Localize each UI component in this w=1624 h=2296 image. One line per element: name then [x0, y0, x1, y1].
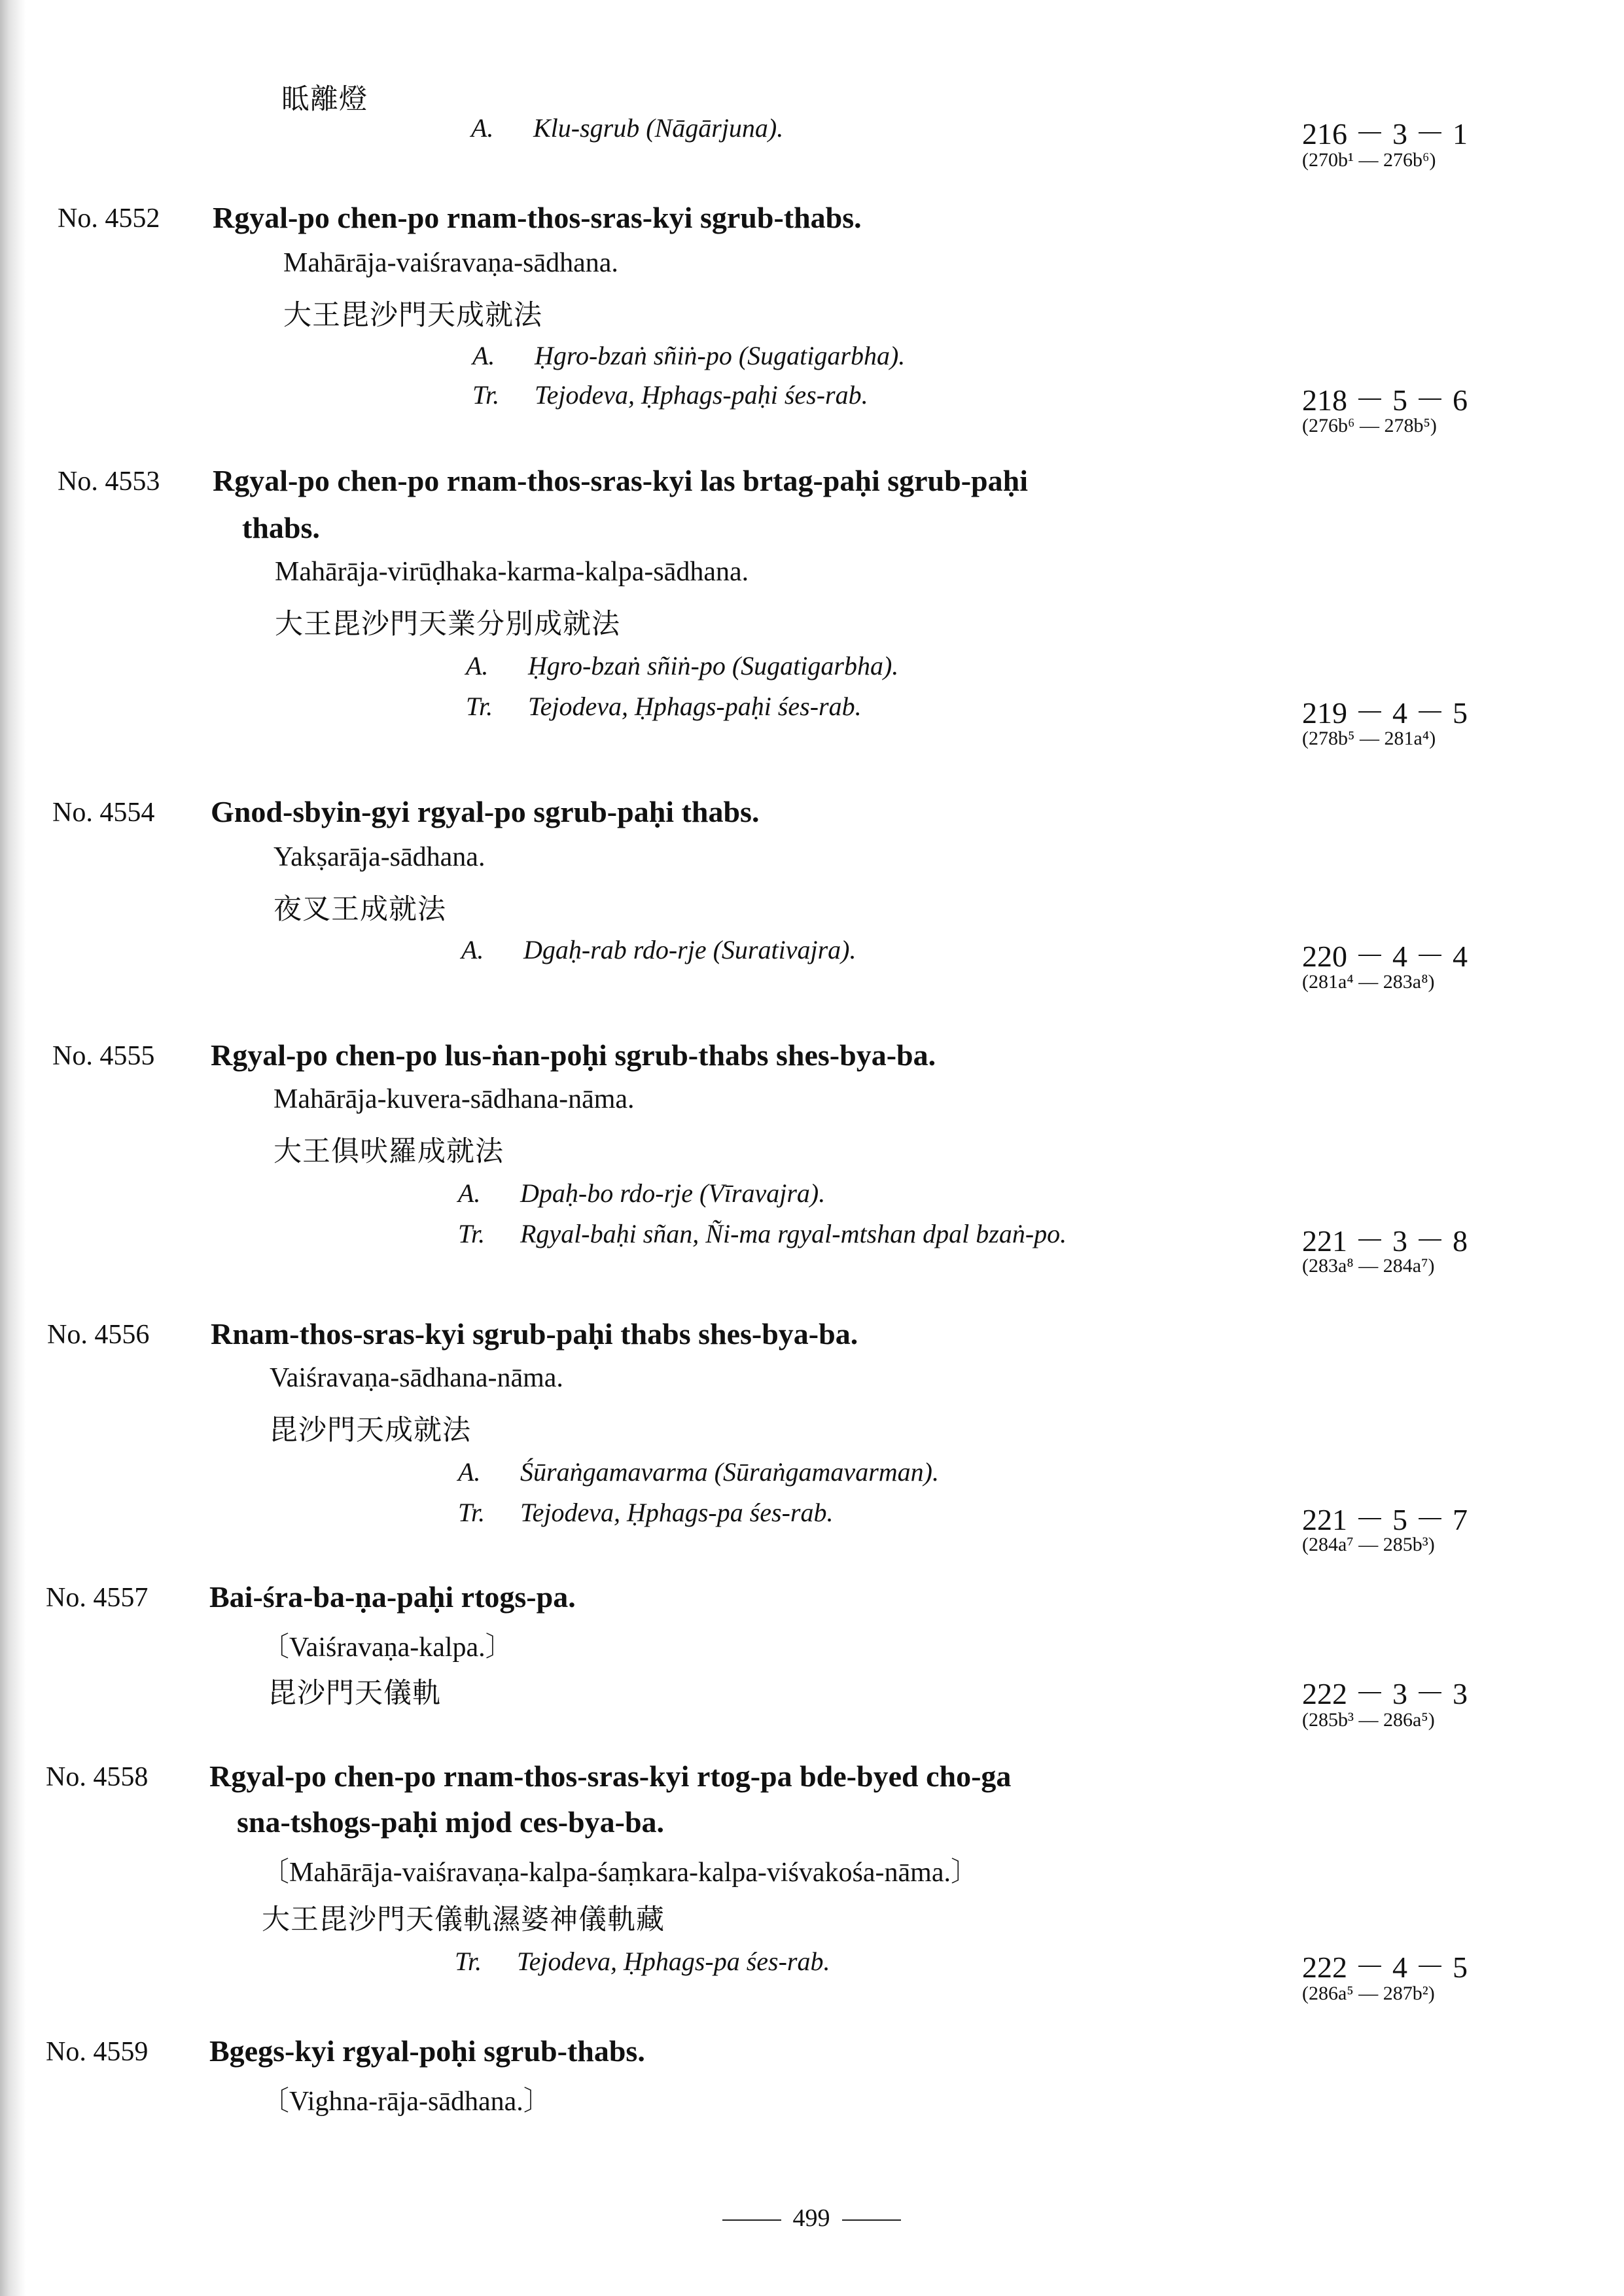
entry-number: No. 4554 — [52, 798, 155, 828]
translator-line — [472, 380, 868, 410]
entry-number: No. 4553 — [58, 467, 160, 497]
volume-ref: 222 － 4 － 5 — [1302, 1951, 1468, 1984]
sanskrit-title: 〔Vighna-rāja-sādhana.〕 — [262, 2087, 551, 2117]
entry-number: No. 4556 — [47, 1320, 150, 1350]
sanskrit-title: 〔Vaiśravaṇa-kalpa.〕 — [262, 1633, 513, 1663]
author-name: Dgaḥ-rab rdo-rje (Surativajra). — [523, 935, 856, 964]
entry-title: Rgyal-po chen-po lus-ṅan-poḥi sgrub-thabs shes-bya-ba. — [211, 1038, 936, 1072]
folio-ref: (270b¹ — 276b⁶) — [1302, 149, 1436, 171]
author-line — [461, 934, 856, 965]
cjk-title: 毘沙門天儀軌 — [268, 1677, 441, 1710]
entry-number: No. 4558 — [46, 1762, 149, 1792]
translator-line — [458, 1218, 1067, 1249]
entry-title: Bai-śra-ba-ṇa-paḥi rtogs-pa. — [209, 1580, 576, 1614]
author-name: Ḥgro-bzaṅ sñiṅ-po (Sugatigarbha). — [528, 651, 899, 680]
volume-ref: 221 － 5 － 7 — [1302, 1503, 1468, 1536]
sanskrit-title: Mahārāja-vaiśravaṇa-sādhana. — [283, 248, 618, 278]
cjk-title: 毘沙門天成就法 — [270, 1414, 471, 1447]
author-role: A. — [466, 651, 489, 680]
translator-role: Tr. — [466, 692, 493, 721]
entry-number: No. 4552 — [58, 203, 160, 234]
author-role: A. — [461, 935, 484, 964]
author-line — [471, 113, 783, 143]
entry-title: Rgyal-po chen-po rnam-thos-sras-kyi sgrub-thabs. — [213, 201, 862, 234]
folio-ref: (286a⁵ — 287b²) — [1302, 1983, 1435, 2004]
author-role: A. — [472, 341, 495, 370]
entry-title: Rnam-thos-sras-kyi sgrub-paḥi thabs shes-bya-ba. — [211, 1317, 858, 1351]
translator-role: Tr. — [458, 1498, 485, 1527]
volume-ref: 220 － 4 － 4 — [1302, 940, 1468, 973]
page-number — [694, 2204, 929, 2233]
translator-name: Tejodeva, Ḥphags-pa śes-rab. — [517, 1947, 830, 1976]
folio-ref: (284a⁷ — 285b³) — [1302, 1534, 1435, 1555]
translator-name: Rgyal-baḥi sñan, Ñi-ma rgyal-mtshan dpal bzaṅ-po. — [520, 1219, 1067, 1248]
folio-ref: (285b³ — 286a⁵) — [1302, 1709, 1435, 1731]
entry-title: Rgyal-po chen-po rnam-thos-sras-kyi rtog-pa bde-byed cho-ga — [209, 1759, 1012, 1793]
entry-number: No. 4557 — [46, 1583, 149, 1613]
entry-title: Rgyal-po chen-po rnam-thos-sras-kyi las brtag-paḥi sgrub-paḥi — [213, 464, 1028, 497]
page-number-text: 499 — [792, 2204, 830, 2232]
translator-role: Tr. — [472, 380, 500, 410]
entry-title-continued: thabs. — [242, 511, 320, 544]
entry-title: Gnod-sbyin-gyi rgyal-po sgrub-paḥi thabs. — [211, 795, 760, 828]
author-line — [466, 650, 898, 681]
translator-line — [466, 691, 862, 722]
author-name: Ḥgro-bzaṅ sñiṅ-po (Sugatigarbha). — [535, 341, 906, 370]
author-name: Klu-sgrub (Nāgārjuna). — [533, 113, 784, 143]
author-name: Dpaḥ-bo rdo-rje (Vīravajra). — [520, 1178, 826, 1208]
translator-name: Tejodeva, Ḥphags-paḥi śes-rab. — [535, 380, 868, 410]
cjk-title: 大王毘沙門天儀軌濕婆神儀軌藏 — [262, 1903, 665, 1936]
cjk-title: 大王毘沙門天成就法 — [283, 299, 542, 332]
translator-name: Tejodeva, Ḥphags-paḥi śes-rab. — [528, 692, 862, 721]
folio-ref: (281a⁴ — 283a⁸) — [1302, 971, 1435, 993]
rule-left — [722, 2219, 781, 2221]
translator-role: Tr. — [458, 1219, 485, 1248]
sanskrit-title: Mahārāja-kuvera-sādhana-nāma. — [274, 1084, 635, 1114]
author-line — [458, 1457, 939, 1487]
volume-ref: 221 － 3 － 8 — [1302, 1224, 1468, 1258]
folio-ref: (276b⁶ — 278b⁵) — [1302, 415, 1437, 436]
volume-ref: 219 － 4 － 5 — [1302, 696, 1468, 730]
author-name: Śūraṅgamavarma (Sūraṅgamavarman). — [520, 1457, 939, 1487]
sanskrit-title: Yakṣarāja-sādhana. — [274, 842, 485, 872]
cjk-title: 大王毘沙門天業分別成就法 — [275, 608, 620, 641]
author-role: A. — [458, 1178, 481, 1208]
author-line — [458, 1178, 825, 1209]
folio-ref: (283a⁸ — 284a⁷) — [1302, 1255, 1435, 1277]
volume-ref: 222 － 3 － 3 — [1302, 1677, 1468, 1710]
sanskrit-title: Mahārāja-virūḍhaka-karma-kalpa-sādhana. — [275, 557, 749, 587]
volume-ref: 218 － 5 － 6 — [1302, 383, 1468, 417]
author-role: A. — [458, 1457, 481, 1487]
author-line — [472, 340, 905, 371]
rule-right — [842, 2219, 901, 2221]
entry-title-continued: sna-tshogs-paḥi mjod ces-bya-ba. — [237, 1805, 665, 1839]
folio-ref: (278b⁵ — 281a⁴) — [1302, 728, 1436, 749]
cjk-title: 大王俱吠羅成就法 — [274, 1135, 504, 1168]
translator-line — [455, 1946, 830, 1977]
sanskrit-title: Vaiśravaṇa-sādhana-nāma. — [270, 1363, 563, 1393]
translator-name: Tejodeva, Ḥphags-pa śes-rab. — [520, 1498, 834, 1527]
translator-line — [458, 1497, 834, 1528]
entry-number: No. 4555 — [52, 1041, 155, 1071]
sanskrit-title: 〔Mahārāja-vaiśravaṇa-kalpa-śaṃkara-kalpa-viśvakośa-nāma.〕 — [262, 1858, 978, 1888]
entry-title: Bgegs-kyi rgyal-poḥi sgrub-thabs. — [209, 2034, 645, 2068]
volume-ref: 216 － 3 － 1 — [1302, 117, 1468, 150]
entry-number: No. 4559 — [46, 2037, 149, 2067]
cjk-title: 眡離燈 — [281, 83, 368, 116]
cjk-title: 夜叉王成就法 — [274, 893, 446, 926]
translator-role: Tr. — [455, 1947, 482, 1976]
author-role: A. — [471, 113, 494, 143]
